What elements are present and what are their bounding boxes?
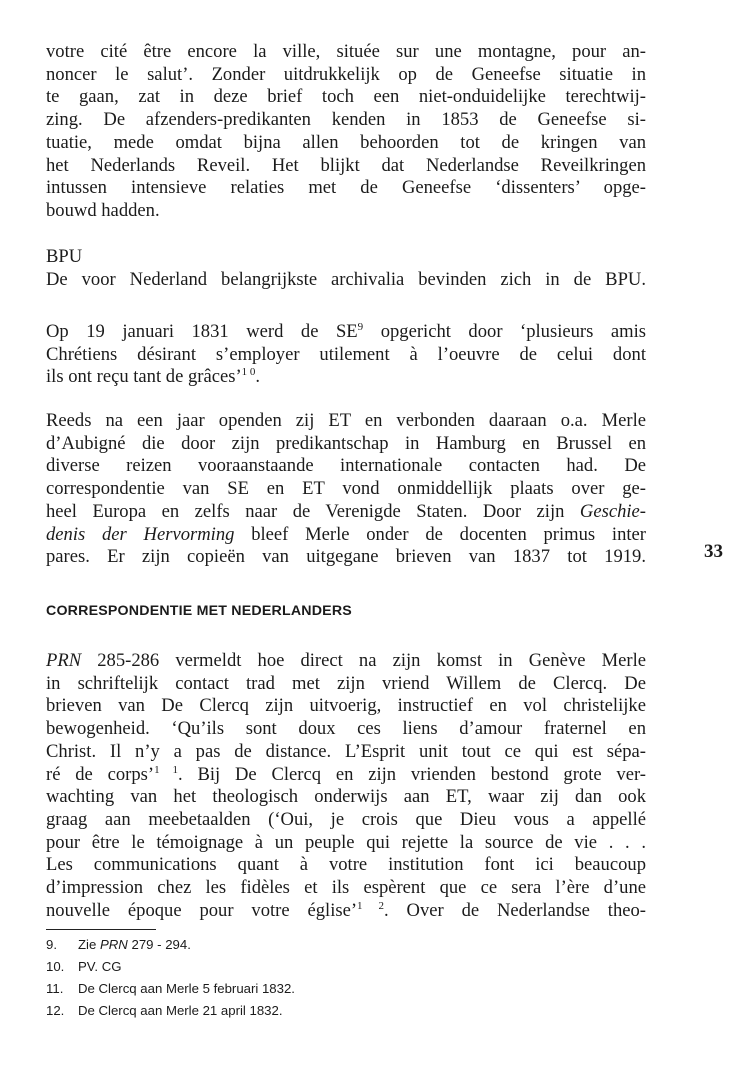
text-line: diverse reizen vooraanstaande internationale contacten had. De xyxy=(46,455,646,477)
footnote-10: 10. PV. CG xyxy=(46,959,122,974)
text-line: brieven van De Clercq zijn uitvoerig, instructief en vol christelijke xyxy=(46,695,646,717)
text-line: tuatie, mede omdat bijna allen behoorden tot de kringen van xyxy=(46,131,646,153)
text-line: De voor Nederland belangrijkste archivalia bevinden zich in de BPU. xyxy=(46,268,646,290)
text-line: te gaan, zat in deze brief toch een niet-onduidelijke terechtwij- xyxy=(46,86,646,108)
text-line: graag aan meebetaalden (‘Oui, je crois que Dieu vous a appellé xyxy=(46,808,646,830)
text-line: nouvelle époque pour votre église’$^{1 2}$. Over de Nederlandse theo- xyxy=(46,899,647,921)
text-line: d’Aubigné die door zijn predikantschap in Hamburg en Brussel en xyxy=(46,432,646,454)
text-line: intussen intensieve relaties met de Geneefse ‘dissenters’ opge- xyxy=(46,177,646,199)
page-number: 33 xyxy=(704,541,723,562)
text-line: heel Europa en zelfs naar de Verenigde Staten. Door zijn Geschie- xyxy=(46,500,646,522)
text-line: Op 19 januari 1831 werd de $SE^9$ opgericht door ‘plusieurs amis xyxy=(46,321,647,342)
text-line: bouwd hadden. xyxy=(46,199,160,221)
text-line: Christ. Il n’y a pas de distance. L’Esprit unit tout ce qui est sépa- xyxy=(46,740,646,762)
footnote-9: 9. Zie PRN 279 - 294. xyxy=(46,937,191,952)
text-line: Les communications quant à votre institution font ici beaucoup xyxy=(46,854,646,876)
footnote-12: 12. De Clercq aan Merle 21 april 1832. xyxy=(46,1003,283,1018)
text-line: pares. Er zijn copieën van uitgegane brieven van 1837 tot 1919. xyxy=(46,546,646,568)
section-heading: CORRESPONDENTIE MET NEDERLANDERS xyxy=(46,603,352,619)
text-line: het Nederlands Reveil. Het blijkt dat Nederlandse Reveilkringen xyxy=(46,154,646,176)
text-line: ils ont reçu tant de grâces’$^{1 0}$. xyxy=(46,366,261,388)
text-line: votre cité être encore la ville, située sur une montagne, pour an- xyxy=(46,41,646,62)
text-line: wachting van het theologisch onderwijs aan ET, waar zij dan ook xyxy=(46,786,646,808)
section-label: BPU xyxy=(46,246,83,267)
text-line: correspondentie van SE en ET vond onmiddellijk plaats over ge- xyxy=(46,478,646,500)
text-line: pour être le témoignage à un peuple qui rejette la source de vie . . . xyxy=(46,831,646,853)
text-line: bewogenheid. ‘Qu’ils sont doux ces liens d’amour fraternel en xyxy=(46,718,646,740)
text-line: PRN 285-286 vermeldt hoe direct na zijn komst in Genève Merle xyxy=(46,650,646,671)
text-line: noncer le salut’. Zonder uitdrukkelijk op de Geneefse situatie in xyxy=(46,63,646,85)
text-line: zing. De afzenders-predikanten kenden in 1853 de Geneefse si- xyxy=(46,109,646,131)
text-line: Chrétiens désirant s’employer utilement à l’oeuvre de celui dont xyxy=(46,343,646,365)
footnote-divider xyxy=(46,929,156,930)
footnote-ref: 9 xyxy=(357,321,364,333)
text-line: in schriftelijk contact trad met zijn vriend Willem de Clercq. De xyxy=(46,672,646,694)
footnote-ref: 1 2 xyxy=(357,899,385,912)
footnote-11: 11. De Clercq aan Merle 5 februari 1832. xyxy=(46,981,295,996)
footnote-ref: 1 0 xyxy=(241,366,256,379)
text-line: d’impression chez les fidèles et ils espèrent que ce sera l’ère d’une xyxy=(46,877,646,899)
text-line: Reeds na een jaar openden zij ET en verbonden daaraan o.a. Merle xyxy=(46,410,646,431)
text-line: ré de corps’$^{1 1}$. Bij De Clercq en zijn vrienden bestond grote ver- xyxy=(46,763,646,785)
text-line: denis der Hervorming bleef Merle onder de docenten primus inter xyxy=(46,523,646,545)
footnote-ref: 1 1 xyxy=(154,763,178,776)
